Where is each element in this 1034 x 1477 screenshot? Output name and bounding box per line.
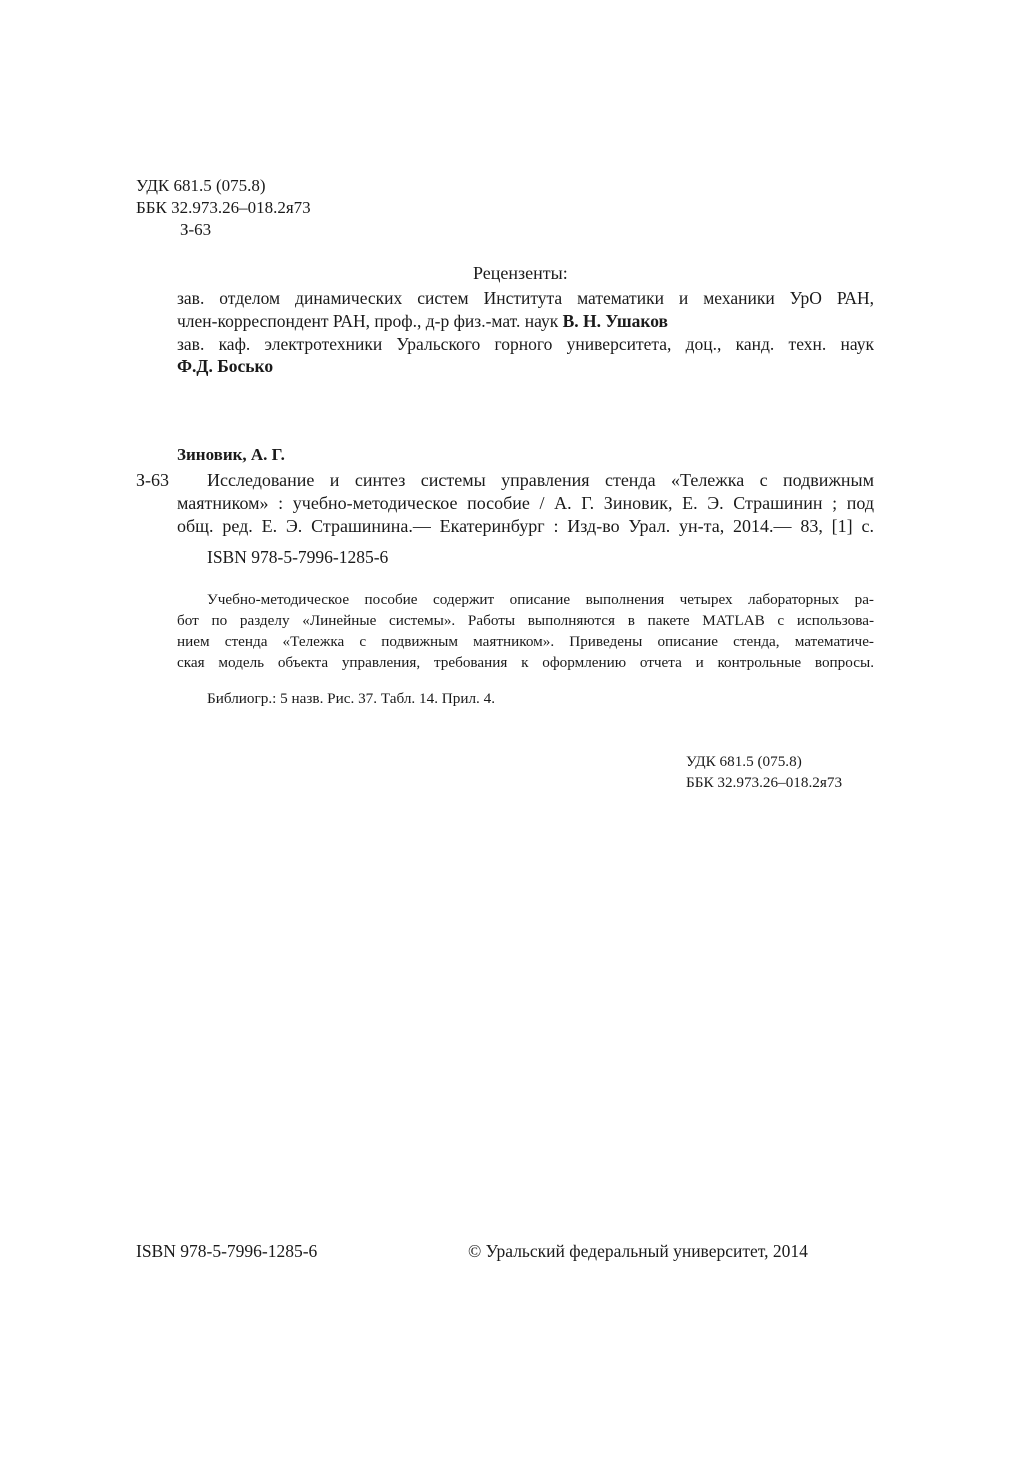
entry-code: З-63 — [136, 470, 170, 490]
footer-isbn: ISBN 978-5-7996-1285-6 — [136, 1241, 318, 1261]
reviewer-1-line-2 — [177, 310, 668, 333]
entry-line-1 — [207, 468, 874, 492]
annotation-line-1-text: Учебно-методическое пособие содержит описание выполнения четырех лабораторных ра- — [207, 591, 874, 608]
entry-line-1-text: Исследование и синтез системы управления стенда «Тележка с подвижным — [207, 470, 874, 490]
annotation-line-4-text: ская модель объекта управления, требования к оформлению отчета и контрольные вопросы. — [177, 654, 874, 671]
reviewer-2-name-text: Ф.Д. Босько — [177, 356, 274, 376]
entry-line-3-text: общ. ред. Е. Э. Страшинина.— Екатеринбург : Изд-во Урал. ун-та, 2014.— 83, [1] с. — [177, 516, 874, 536]
reviewer-1-affiliation: зав. отделом динамических систем Института математики и механики УрО РАН, — [177, 288, 874, 308]
entry-author: Зиновик, А. Г. — [177, 445, 285, 464]
annotation-line-3-text: нием стенда «Тележка с подвижным маятником». Приведены описание стенда, математиче- — [177, 633, 874, 650]
reviewer-1-name: В. Н. Ушаков — [562, 311, 668, 331]
annotation-line-1 — [207, 589, 874, 611]
annotation-line-3 — [177, 631, 874, 653]
classification-udk: УДК 681.5 (075.8) — [686, 753, 802, 770]
entry-line-2 — [177, 491, 874, 515]
annotation-line-2-text: бот по разделу «Линейные системы». Работы выполняются в пакете MATLAB с использова- — [177, 612, 874, 629]
header-bbk: ББК 32.973.26–018.2я73 — [136, 198, 311, 217]
header-udk: УДК 681.5 (075.8) — [136, 176, 266, 195]
entry-line-2-text: маятником» : учебно-методическое пособие / А. Г. Зиновик, Е. Э. Страшинин ; под — [177, 493, 874, 513]
reviewer-2-line-1 — [177, 333, 874, 356]
annotation-biblio: Библиогр.: 5 назв. Рис. 37. Табл. 14. Прил. 4. — [207, 690, 496, 707]
entry-isbn: ISBN 978-5-7996-1285-6 — [207, 547, 389, 567]
reviewer-1-title: член-корреспондент РАН, проф., д-р физ.-мат. наук — [177, 311, 563, 331]
header-code: З-63 — [180, 220, 212, 239]
reviewer-2-affiliation: зав. каф. электротехники Уральского горного университета, доц., канд. техн. наук — [177, 334, 874, 354]
footer-copyright: © Уральский федеральный университет, 2014 — [468, 1241, 808, 1261]
annotation-line-4 — [177, 652, 874, 674]
reviewers-title: Рецензенты: — [473, 263, 568, 283]
reviewer-1-line-1 — [177, 287, 874, 310]
classification-bbk: ББК 32.973.26–018.2я73 — [686, 774, 843, 791]
entry-line-3 — [177, 514, 874, 538]
reviewer-2-name — [177, 355, 273, 378]
annotation-line-2 — [177, 610, 874, 632]
